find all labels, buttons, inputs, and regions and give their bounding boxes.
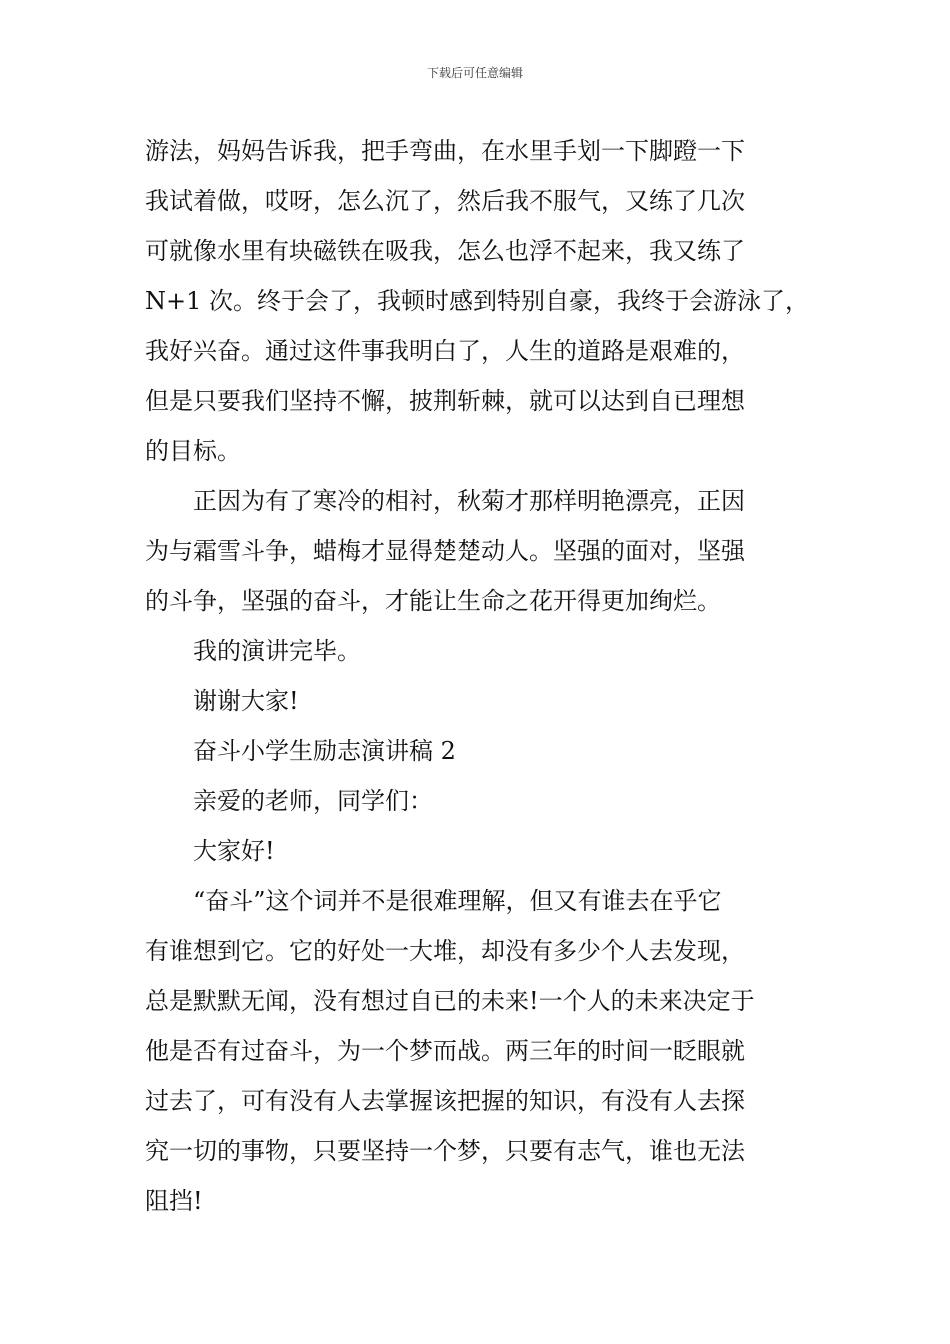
text-line: 的斗争，坚强的奋斗，才能让生命之花开得更加绚烂。: [145, 587, 721, 615]
text-line: 为与霜雪斗争，蜡梅才显得楚楚动人。坚强的面对，坚强: [145, 537, 745, 565]
page-header: 下载后可任意编辑: [426, 66, 523, 80]
text-line: N+1 次。终于会了，我顿时感到特别自豪，我终于会游泳了，: [145, 287, 810, 315]
text-line: 过去了，可有没有人去掌握该把握的知识，有没有人去探: [145, 1087, 745, 1115]
text-line: 总是默默无闻，没有想过自已的未来!一个人的未来决定于: [145, 987, 755, 1015]
text-line: 究一切的事物，只要坚持一个梦，只要有志气，谁也无法: [145, 1137, 745, 1165]
text-line: 亲爱的老师，同学们：: [193, 787, 433, 815]
text-line: 他是否有过奋斗，为一个梦而战。两三年的时间一眨眼就: [145, 1037, 745, 1065]
document-body: [145, 126, 815, 1226]
text-line: 我好兴奋。通过这件事我明白了，人生的道路是艰难的，: [145, 337, 745, 365]
text-line: 可就像水里有块磁铁在吸我，怎么也浮不起来，我又练了: [145, 237, 745, 265]
text-line: 正因为有了寒冷的相衬，秋菊才那样明艳漂亮，正因: [193, 487, 745, 515]
text-line: 但是只要我们坚持不懈，披荆斩棘，就可以达到自已理想: [145, 387, 745, 415]
text-line: 的目标。: [145, 437, 241, 465]
text-line: 大家好!: [193, 837, 275, 865]
text-line: 谢谢大家!: [193, 687, 299, 715]
text-line: 有谁想到它。它的好处一大堆，却没有多少个人去发现，: [145, 937, 745, 965]
text-line: 游法，妈妈告诉我，把手弯曲，在水里手划一下脚蹬一下: [145, 137, 745, 165]
text-line: 我试着做，哎呀，怎么沉了，然后我不服气，又练了几次: [145, 187, 745, 215]
text-line: 奋斗小学生励志演讲稿 2: [193, 737, 456, 765]
text-line: 我的演讲完毕。: [193, 637, 361, 665]
text-line: “奋斗”这个词并不是很难理解，但又有谁去在乎它: [193, 887, 722, 915]
text-line: 阻挡!: [145, 1187, 203, 1215]
